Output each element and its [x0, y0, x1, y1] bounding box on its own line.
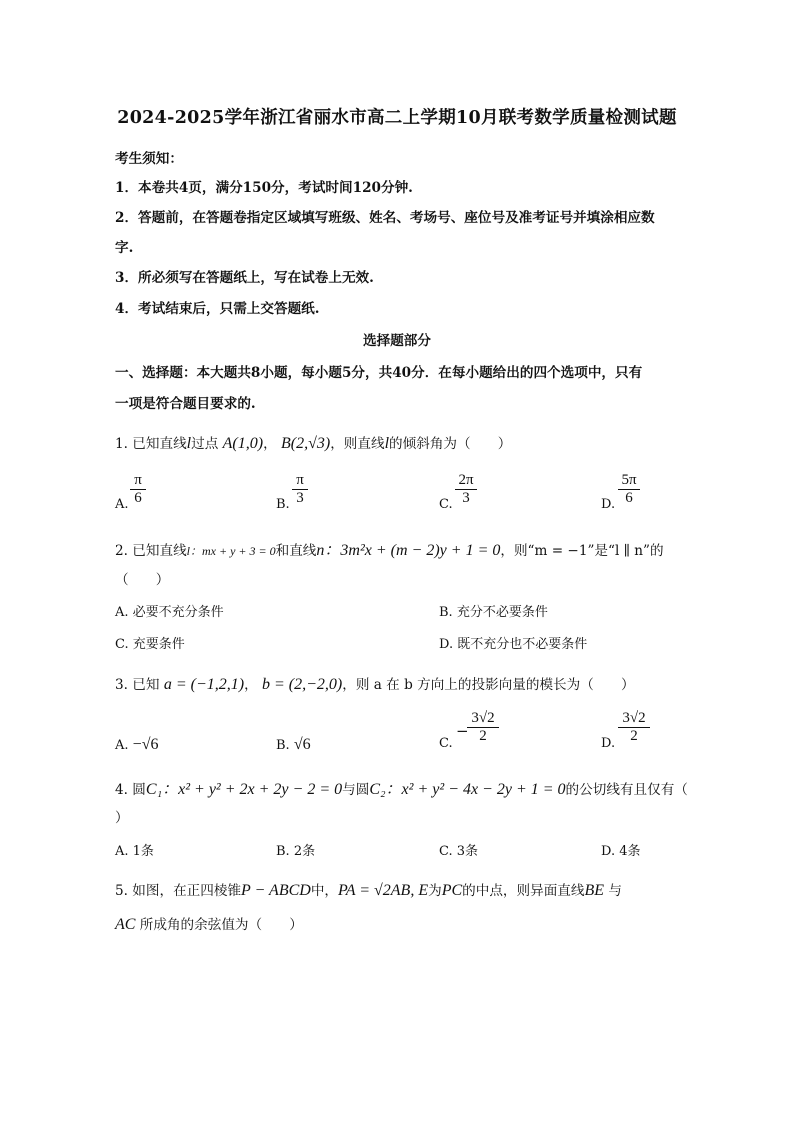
question-2 [115, 537, 664, 560]
q4-tail: 的公切线有且仅有（ [565, 782, 688, 798]
q3-c-den: 2 [479, 728, 487, 744]
q1-b-den: 3 [296, 490, 304, 506]
q4-option-d: D. 4条 [601, 844, 641, 859]
q3-d-num: 3√2 [618, 710, 650, 728]
q2-option-c: C. 充要条件 [115, 637, 185, 652]
q1-d-num: 5π [618, 472, 640, 490]
q2-mid: 和直线 [275, 543, 317, 559]
q4-circle-c1: C₁：x² + y² + 2x + 2y − 2 = 0 [145, 781, 343, 798]
q5-pyramid: P − ABCD [241, 882, 311, 899]
q1-option-d-label: D. [601, 497, 616, 512]
exam-title: 2024-2025学年浙江省丽水市高二上学期10月联考数学质量检测试题 [117, 108, 677, 128]
q2-tail: ，则“m = −1”是“l ∥ n”的 [500, 543, 664, 559]
q1-option-b [292, 472, 308, 507]
notice-heading: 考生须知： [115, 151, 183, 167]
q1-b-num: π [292, 472, 308, 490]
q3-option-d-label: D. [601, 736, 616, 751]
q3-option-a [115, 736, 158, 754]
q3-option-c [467, 710, 499, 745]
q5-mid3: 的中点，则异面直线 [462, 883, 585, 899]
q1-tail1: ，则直线 [330, 436, 385, 452]
q3-c-neg: − [456, 722, 469, 740]
q3-option-b [276, 736, 311, 754]
q5-segment-pc: PC [441, 882, 463, 899]
q2-line-l-eq: l：mx + y + 3 = 0 [186, 544, 276, 558]
question-5-cont [115, 913, 303, 934]
q4-circle-c2: C₂：x² + y² − 4x − 2y + 1 = 0 [369, 781, 566, 798]
q1-option-a-label: A. [115, 497, 129, 512]
q3-vector-a: a = (−1,2,1) [163, 676, 245, 693]
q2-line-n-eq: n：3m²x + (m − 2)y + 1 = 0 [316, 542, 501, 559]
q4-option-c: C. 3条 [439, 844, 479, 859]
q2-option-b: B. 充分不必要条件 [439, 605, 548, 620]
q5-mid2: 为 [428, 883, 442, 899]
q1-pre: 1. 已知直线 [115, 436, 187, 452]
q1-tail2: 的倾斜角为（ ） [389, 436, 512, 452]
q1-option-c [455, 472, 477, 507]
section-title: 选择题部分 [363, 333, 431, 349]
question-4 [115, 776, 688, 799]
question-1: 1. 已知直线l过点 A(1,0)， B(2,√3)，则直线l的倾斜角为（ ） [115, 435, 512, 452]
notice-item-1: 1．本卷共4页，满分150分，考试时间120分钟. [115, 180, 413, 196]
notice-item-2: 2．答题前，在答题卷指定区域填写班级、姓名、考场号、座位号及准考证号并填涂相应数 [115, 210, 655, 226]
q1-a-den: 6 [134, 490, 142, 506]
q3-option-c-label: C. [439, 736, 453, 751]
q1-option-d [618, 472, 640, 507]
q3-a-label: A. [115, 738, 129, 753]
q5-condition: PA = √2AB, E [338, 882, 429, 899]
q2-option-a: A. 必要不充分条件 [115, 605, 224, 620]
q5-pre: 5. 如图，在正四棱锥 [115, 883, 242, 899]
q3-option-d [618, 710, 650, 745]
q1-mid: 过点 [191, 436, 219, 452]
q1-option-a [130, 472, 146, 507]
q4-mid: 与圆 [342, 782, 370, 798]
q1-option-c-label: C. [439, 497, 453, 512]
q5-tail: 所成角的余弦值为（ ） [139, 917, 303, 933]
q1-line-l-2: l [384, 435, 390, 452]
q3-c-num: 3√2 [467, 710, 499, 728]
q3-b-value: √6 [293, 736, 311, 753]
q2-paren: （ ） [115, 572, 170, 588]
q1-d-den: 6 [625, 490, 633, 506]
part1-instructions: 一、选择题：本大题共8小题，每小题5分，共40分．在每小题给出的四个选项中，只有 [115, 365, 643, 381]
notice-item-2-cont: 字. [115, 240, 134, 256]
q4-option-a: A. 1条 [115, 844, 154, 859]
q2-option-d: D. 既不充分也不必要条件 [439, 637, 588, 652]
q2-pre: 2. 已知直线 [115, 543, 187, 559]
q1-c-num: 2π [455, 472, 477, 490]
q3-b-label: B. [276, 738, 290, 753]
q1-a-num: π [130, 472, 146, 490]
part1-instructions-cont: 一项是符合题目要求的. [115, 396, 256, 412]
q5-mid4: 与 [608, 883, 622, 899]
q4-option-b: B. 2条 [276, 844, 316, 859]
q3-d-den: 2 [630, 728, 638, 744]
q3-pre: 3. 已知 [115, 677, 160, 693]
q1-point-b: B(2,√3) [281, 435, 331, 452]
q5-line-ac: AC [115, 916, 136, 933]
q4-pre: 4. 圆 [115, 782, 146, 798]
q1-point-a: A(1,0) [222, 435, 264, 452]
q1-option-b-label: B. [276, 497, 290, 512]
q3-vector-b: b = (2,−2,0) [261, 676, 343, 693]
q1-line-l: l [186, 435, 192, 452]
notice-item-3: 3．所必须写在答题纸上，写在试卷上无效. [115, 270, 374, 286]
question-5 [115, 879, 622, 900]
q5-line-be: BE [584, 882, 605, 899]
q5-mid1: 中， [310, 883, 338, 899]
question-3: 3. 已知 a = (−1,2,1)， b = (2,−2,0)，则 a 在 b 方向上的投影向量的模长为（ ） [115, 676, 635, 693]
q1-c-den: 3 [462, 490, 470, 506]
q3-a-value: −√6 [132, 736, 159, 753]
notice-item-4: 4．考试结束后，只需上交答题纸. [115, 301, 320, 317]
q4-paren-close: ） [115, 810, 129, 826]
q3-tail: ，则 a 在 b 方向上的投影向量的模长为（ ） [342, 677, 635, 693]
